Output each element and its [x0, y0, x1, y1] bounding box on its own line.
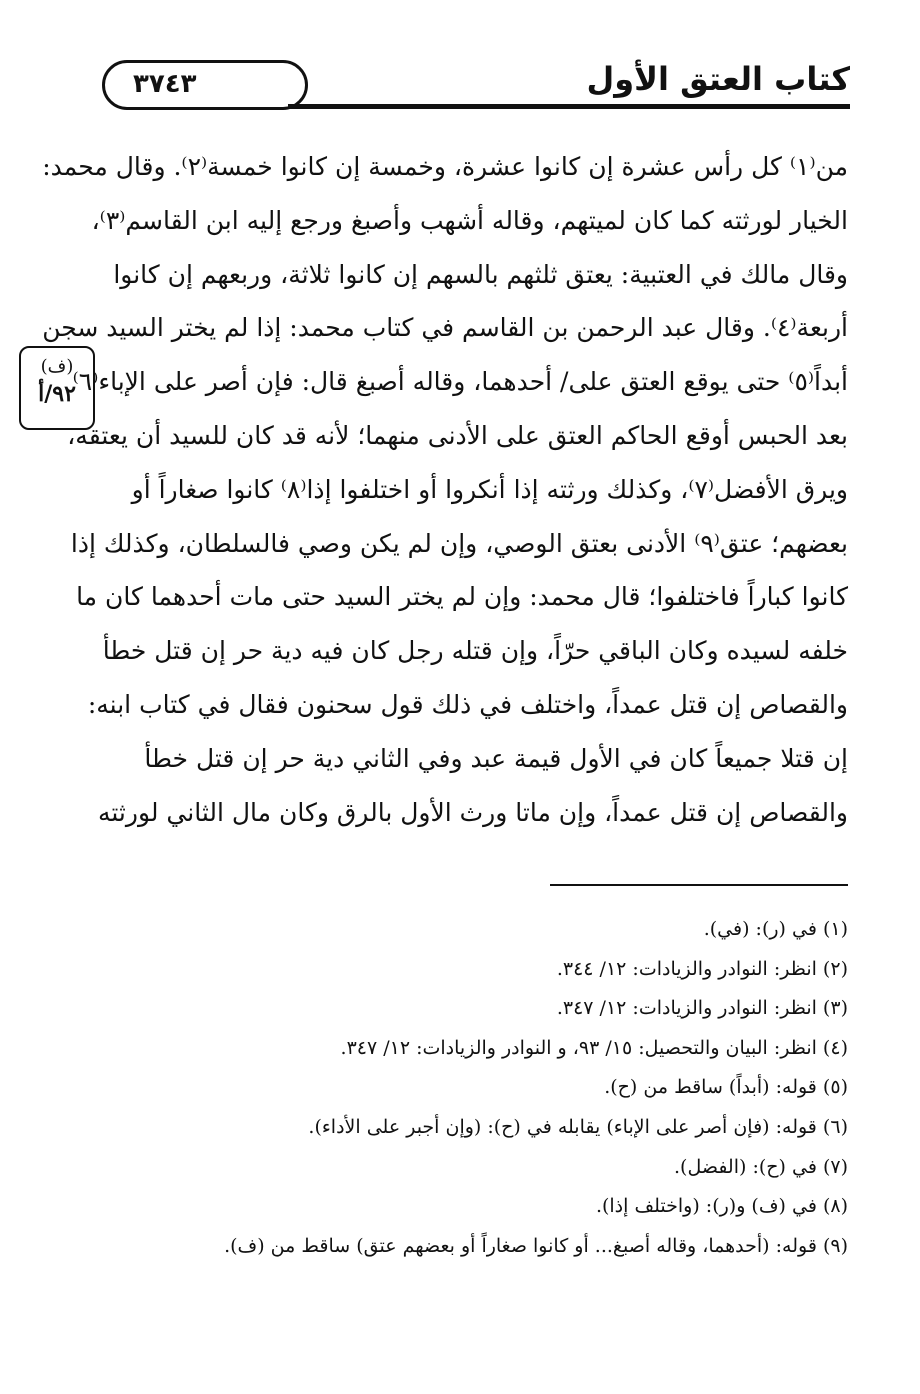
footnote: (٨) في (ف) و(ر): (واختلف إذا). [595, 1195, 848, 1218]
footnote: (٥) قوله: (أبداً) ساقط من (ح). [604, 1076, 848, 1099]
page-header [98, 58, 850, 118]
text-line: بعضهم؛ عتق⁽٩⁾ الأدنى بعتق الوصي، وإن لم يكن وصي فالسلطان، وكذلك إذا [70, 528, 848, 558]
footnote: (١) في (ر): (في). [703, 918, 848, 940]
footnote-separator [550, 884, 848, 886]
page-number-badge [102, 60, 308, 110]
text-line: ويرق الأفضل⁽٧⁾، وكذلك ورثته إذا أنكروا أو اختلفوا إذا⁽٨⁾ كانوا صغاراً أو [131, 474, 848, 504]
text-line: إن قتلا جميعاً كان في الأول قيمة عبد وفي الثاني دية حر إن قتل خطأ [144, 743, 848, 773]
text-line: الخيار لورثته كما كان لميتهم، وقاله أشهب وأصبغ ورجع إليه ابن القاسم⁽٣⁾، [91, 205, 848, 235]
footnote: (٢) انظر: النوادر والزيادات: ١٢/ ٣٤٤. [556, 957, 848, 980]
text-line: أربعة⁽٤⁾. وقال عبد الرحمن بن القاسم في كتاب محمد: إذا لم يختر السيد سجن [42, 313, 848, 343]
footnotes [98, 910, 848, 1266]
page-number: ٣٧٤٣ [133, 69, 197, 99]
footnote: (٤) انظر: البيان والتحصيل: ١٥/ ٩٣، و النوادر والزيادات: ١٢/ ٣٤٧. [340, 1036, 848, 1059]
folio-note-number: ٩٢/أ [38, 381, 76, 407]
running-title: كتاب العتق الأول [586, 60, 850, 98]
text-line: والقصاص إن قتل عمداً، وإن ماتا ورث الأول بالرق وكان مال الثاني لورثته [97, 797, 848, 827]
text-line: أبداً⁽٥⁾ حتى يوقع العتق على/ أحدهما، وقاله أصبغ قال: فإن أصر على الإباء⁽٦⁾ [72, 367, 848, 397]
footnote: (٦) قوله: (فإن أصر على الإباء) يقابله في (ح): (وإن أجبر على الأداء). [308, 1115, 848, 1138]
text-line: بعد الحبس أوقع الحاكم العتق على الأدنى منهما؛ لأنه قد كان للسيد أن يعتقه، [67, 420, 848, 450]
text-line: خلفه لسيده وكان الباقي حرّاً، وإن قتله رجل كان فيه دية حر إن قتل خطأ [102, 636, 848, 666]
text-line: كانوا كباراً فاختلفوا؛ قال محمد: وإن لم يختر السيد حتى مات أحدهما كان ما [76, 582, 848, 612]
text-line: والقصاص إن قتل عمداً، واختلف في ذلك قول سحنون فقال في كتاب ابنه: [87, 689, 848, 719]
footnote: (٣) انظر: النوادر والزيادات: ١٢/ ٣٤٧. [556, 997, 848, 1020]
footnote: (٧) في (ح): (الفضل). [674, 1155, 848, 1178]
text-line: من⁽١⁾ كل رأس عشرة إن كانوا عشرة، وخمسة إن كانوا خمسة⁽٢⁾. وقال محمد: [42, 152, 848, 181]
text-line: وقال مالك في العتبية: يعتق ثلثهم بالسهم إن كانوا ثلاثة، وربعهم إن كانوا [113, 259, 848, 289]
header-rule [288, 104, 850, 109]
footnote: (٩) قوله: (أحدهما، وقاله أصبغ... أو كانوا صغاراً أو بعضهم عتق) ساقط من (ف). [224, 1234, 848, 1257]
folio-note-source: (ف) [40, 356, 74, 377]
